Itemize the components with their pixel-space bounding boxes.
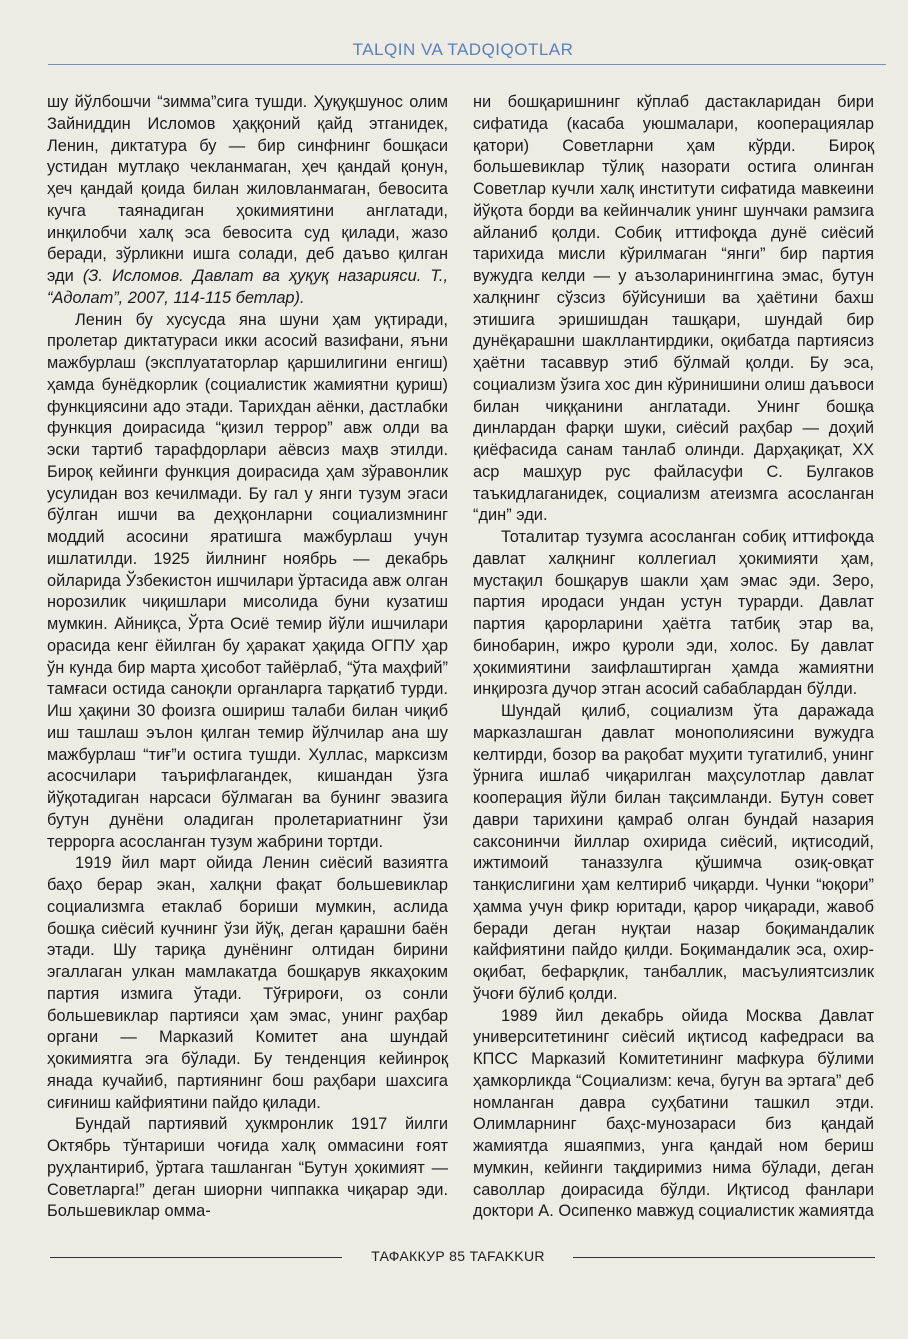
- page-header: [40, 34, 886, 74]
- paragraph: Тоталитар тузумга асосланган собиқ иттифоқда давлат халқнинг коллегиал ҳокимияти ҳам, мустақил бошқарув шакли ҳам эмас эди. Зеро, партия иродаси ундан устун турарди. Давлат партия қарорларини ҳаётга татбиқ этар ва, бинобарин, ижро қуроли эди, холос. Бу давлат ҳокимиятини заифлаштирган ҳамда жамиятни инқирозга дучор этган асосий сабаблардан бўлди.: [473, 528, 874, 699]
- paragraph: ни бошқаришнинг кўплаб дастакларидан бири сифатида (касаба уюшмалари, кооперациялар қатори) Советларни ҳам кўрди. Бироқ большевиклар тўлиқ назорати остига олинган Советлар кучли халқ институти сифатида мавкеини йўқота борди ва кейинчалик унинг шунчаки рамзига айланиб қолди. Собиқ иттифоқда дунё сиёсий тарихида мисли кўрилмаган “янги” бир партия вужудга келди — у аъзоларининггина эмас, бутун халқнинг сўзсиз бўйсуниши ва ҳаётини бахш этишига эришишдан ташқари, шундай бир дунёқарашни шакллантирдики, оқибатда партиясиз ҳаётни тасаввур этиб бўлмай қолди. Бу эса, социализм ўзига хос дин кўринишини олиш даъвоси билан чиққанини англатади. Унинг бошқа динлардан фарқи шуки, сиёсий раҳбар — доҳий қиёфасида санам танлаб олинди. Дарҳақиқат, XX аср машҳур рус файласуфи С. Булгаков таъкидлаганидек, социализм атеизмга асосланган “дин” эди.: [473, 93, 874, 525]
- paragraph: [47, 92, 448, 310]
- footer-text: ТАФАККУР 85 TAFAKKUR: [371, 1248, 545, 1264]
- paragraph: 1989 йил декабрь ойида Москва Давлат университетининг сиёсий иқтисод кафедраси ва КПСС Марказий Комитетининг мафкура бўлими ҳамкорликда “Социализм: кеча, бугун ва эртага” деб номланган давра суҳбатини ташкил этди. Олимларнинг баҳс-мунозараси биз қандай жамиятда яшаяпмиз, унга қандай ном бериш мумкин, кейинги тақдиримиз нима бўлади, деган саволлар доирасида бўлди. Иқтисод фанлари доктори А. Осипенко мавжуд социалистик жамиятда: [473, 1006, 874, 1221]
- header-rule: [48, 64, 886, 65]
- page-footer: [0, 1245, 908, 1269]
- right-column: [473, 92, 874, 1223]
- paragraph-text: шу йўлбошчи “зимма”сига тушди. Ҳуқуқшунос олим Зайниддин Исломов ҳаққоний қайд этганидек, Ленин, диктатура бу — бир синфнинг бошқаси устидан мутлақо чекланмаган, ҳеч қандай қонун, ҳеч қандай қоида билан жиловланмаган, бевосита кучга таянадиган ҳокимиятини англатади, инқилобчи халқ эса бевосита суд қилади, жазо беради, зўрликни ишга солади, деб даъво қилган эди: [47, 93, 448, 285]
- paragraph: 1919 йил март ойида Ленин сиёсий вазиятга баҳо берар экан, халқни фақат большевиклар социализмга етаклаб бориши мумкин, аслида бошқа сиёсий кучнинг ўзи йўқ, деган қарашни баён этади. Шу тариқа дунёнинг олтидан бирини эгаллаган улкан мамлакатда бошқарув яккаҳоким партия измига ўтади. Тўғрироғи, оз сонли большевиклар партияси ҳам эмас, унинг раҳбар органи — Марказий Комитет ана шундай ҳокимиятга эга бўлади. Бу тенденция кейинроқ янада кучайиб, партиянинг бош раҳбари шахсига сиғиниш кайфиятини пайдо қилади.: [47, 854, 448, 1112]
- citation: (З. Исломов. Давлат ва ҳуқуқ назарияси. Т., “Адолат”, 2007, 114-115 бетлар).: [47, 267, 449, 307]
- footer-rule-left: [50, 1257, 342, 1258]
- paragraph: Шундай қилиб, социализм ўта даражада марказлашган давлат монополиясини вужудга келтирди, бозор ва рақобат муҳити тугатилиб, унинг ўрнига ишлаб чиқарилган маҳсулотлар давлат кооперация йўли билан тақсимланди. Бутун совет даври тарихини қамраб олган бундай назария саксонинчи йиллар охирида сиёсий, иқтисодий, ижтимоий таназзулга қўшимча озиқ-овқат танқислигини ҳам келтириб чиқарди. Чунки “юқори” ҳамма учун фикр юритади, қарор чиқаради, жавоб беради деган нуқтаи назар боқимандалик кайфиятини пайдо қилди. Боқимандалик эса, охир-оқибат, бефарқлик, танбаллик, масъулиятсизлик ўчоғи бўлиб қолди.: [473, 702, 874, 1003]
- footer-rule-right: [573, 1257, 875, 1258]
- left-column: [47, 92, 448, 1223]
- section-title: TALQIN VA TADQIQOTLAR: [352, 40, 574, 59]
- paragraph: Бундай партиявий ҳукмронлик 1917 йилги Октябрь тўнтариши чоғида халқ оммасини ғоят руҳлантириб, ўртага ташланган “Бутун ҳокимият — Советларга!” деган шиорни чиппакка чиқарар эди. Большевиклар омма-: [47, 1115, 448, 1221]
- paragraph: Ленин бу хусусда яна шуни ҳам уқтиради, пролетар диктатураси икки асосий вазифани, яъни мажбурлаш (эксплуататорлар қаршилигини енгиш) ҳамда бунёдкорлик (социалистик жамиятни қуриш) функциясини адо этади. Тарихдан аёнки, дастлабки функция доирасида “қизил террор” авж олди ва эски тартиб тарафдорлари аёвсиз маҳв этилди. Бироқ кейинги функция доирасида ҳам зўравонлик усулидан воз кечилмади. Бу гал у янги тузум эгаси бўлган ишчи ва деҳқонларни социализмнинг моддий асосини яратишга мажбурлаш учун ишлатилди. 1925 йилнинг ноябрь — декабрь ойларида Ўзбекистон ишчилари ўртасида авж олган норозилик чиқишлари мисолида буни кузатиш мумкин. Айниқса, Ўрта Осиё темир йўли ишчилари орасида кенг ёйилган бу ҳаракат ҳақида ОГПУ ҳар ўн кунда бир марта ҳисобот тайёрлаб, “ўта маҳфий” тамғаси остида саноқли органларга тарқатиб турди. Иш ҳақини 30 фоизга ошириш талаби билан чиқиб иш ташлаш эълон қилган темир йўлчилар ана шу мажбурлаш “тиғ”и остига тушди. Хуллас, марксизм асосчилари таърифлагандек, кишандан ўзга йўқотадиган нарсаси бўлмаган ва бунинг эвазига бутун дунёни оладиган пролетариатнинг ўзи террорга асосланган тузум жабрини тортди.: [47, 310, 448, 851]
